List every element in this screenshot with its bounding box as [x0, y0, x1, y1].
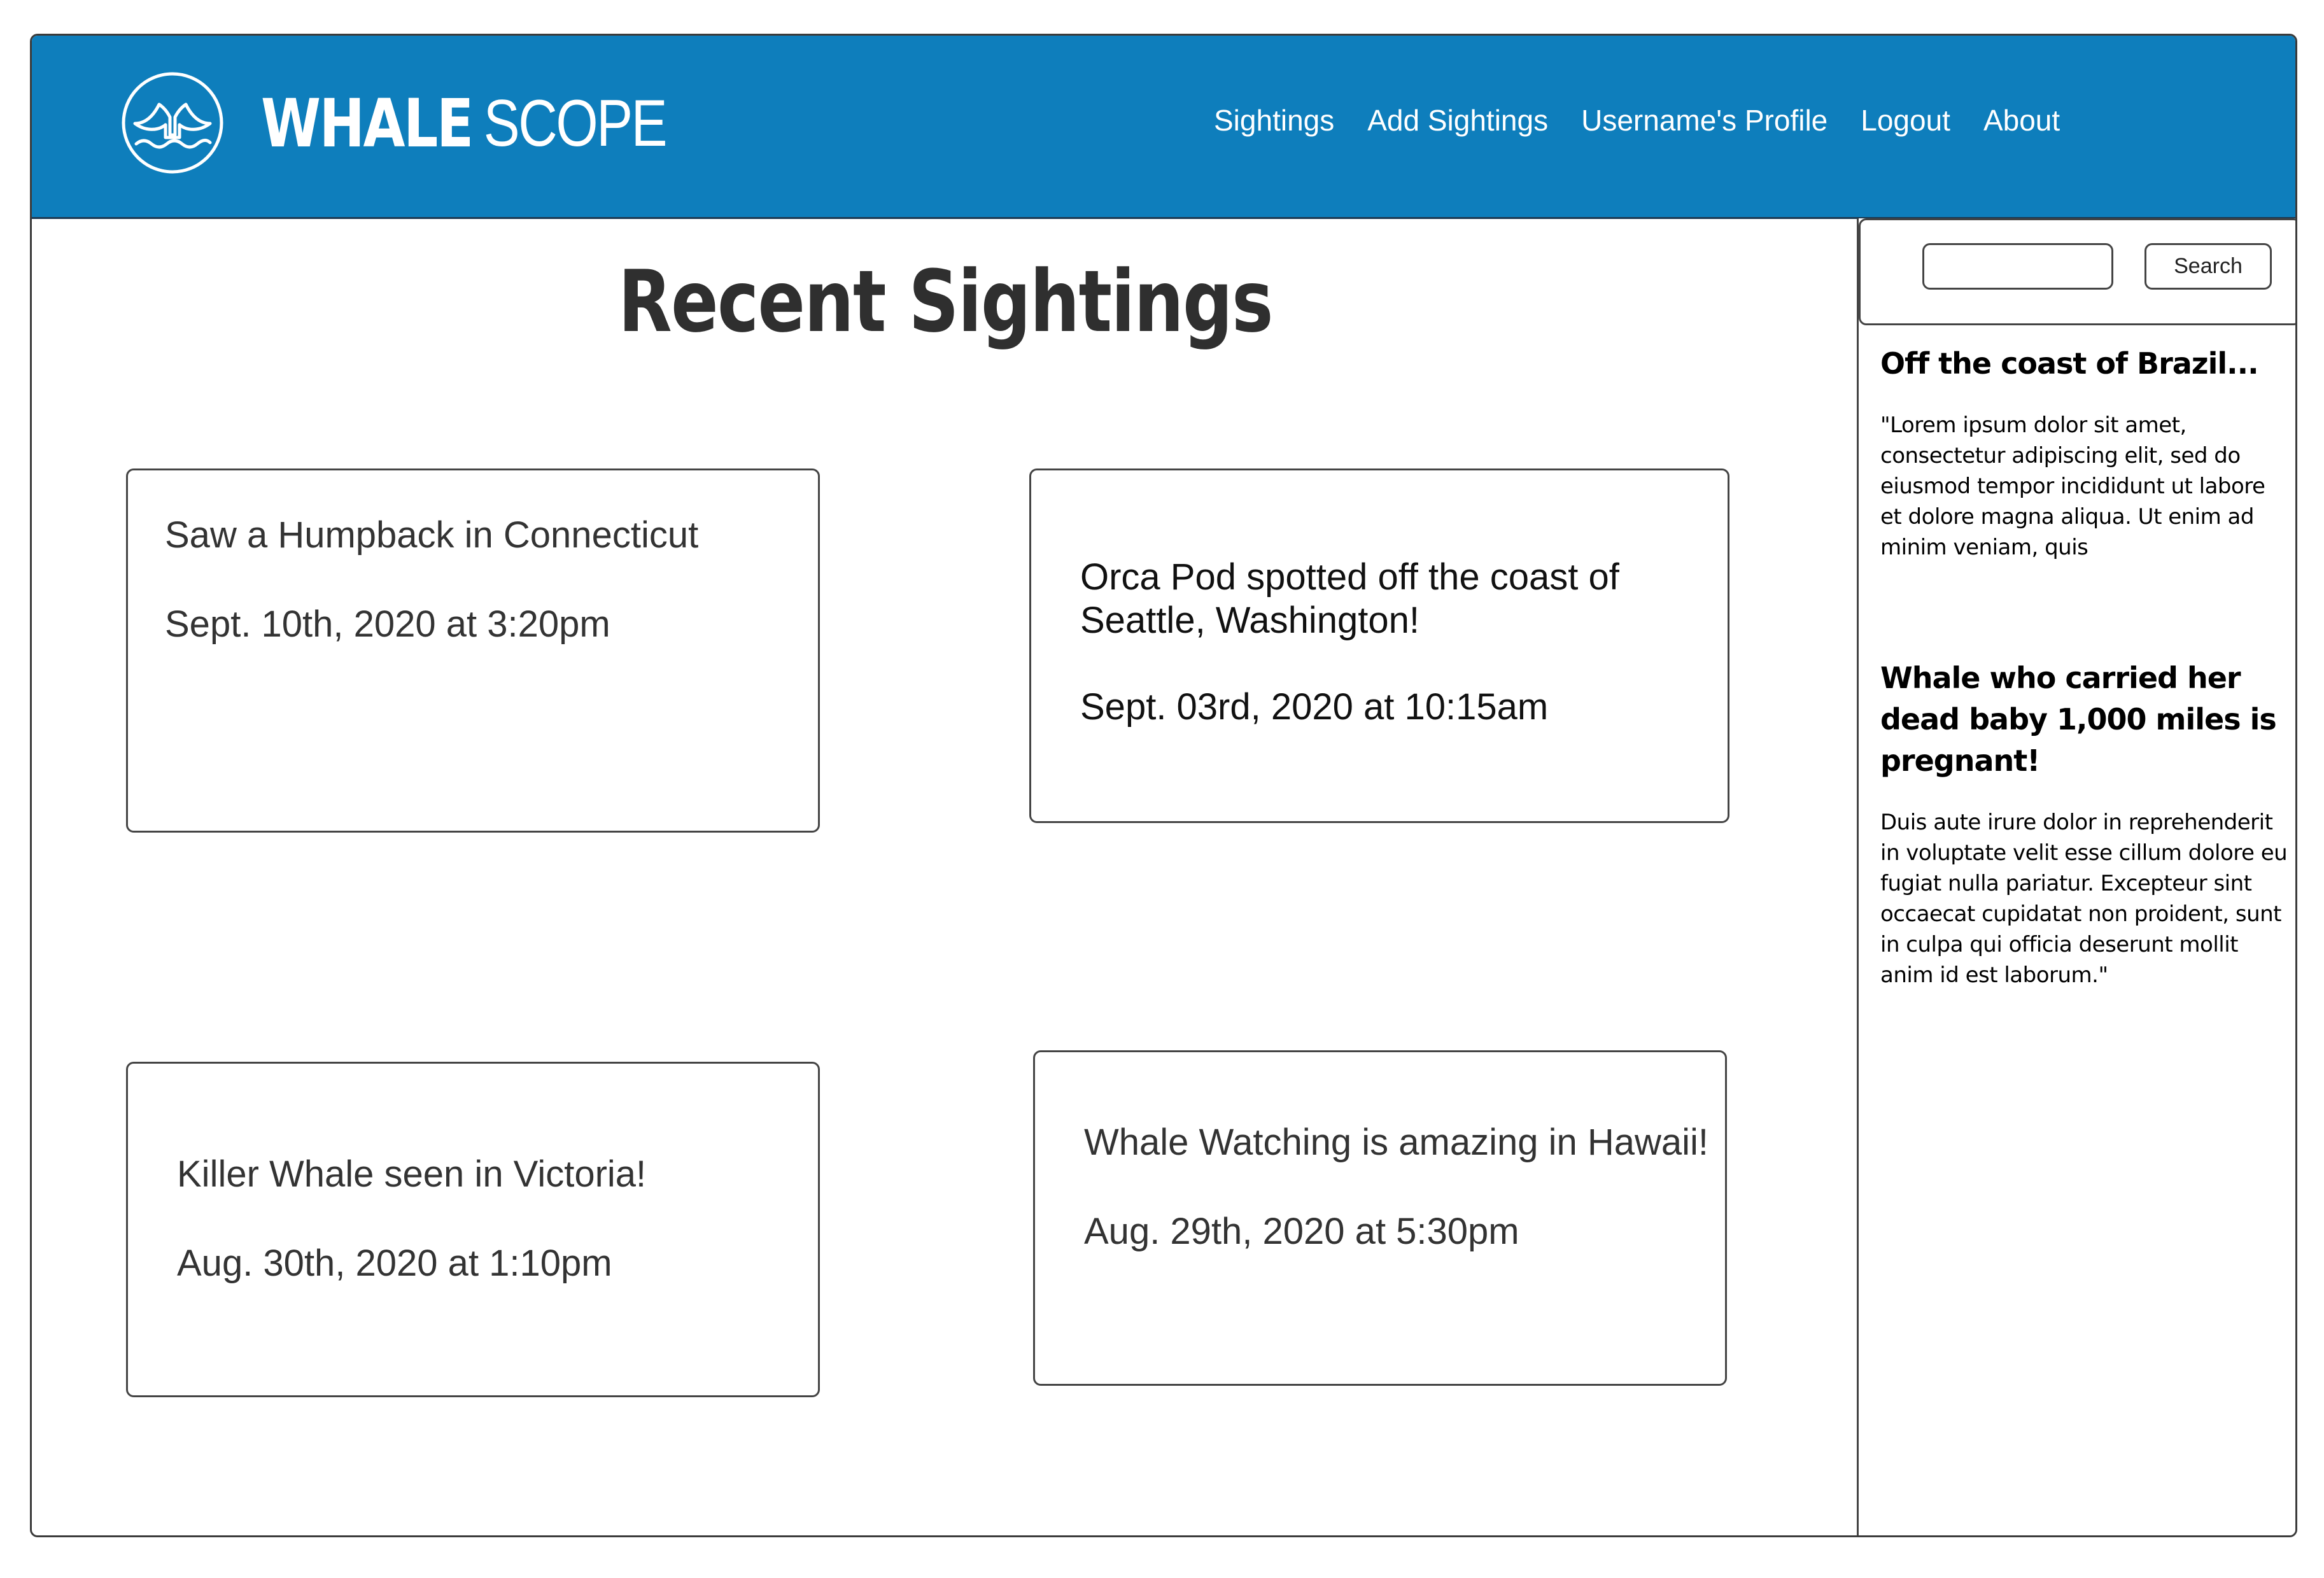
brand-name-bold: WHALE [261, 85, 472, 162]
sighting-title: Orca Pod spotted off the coast of Seattle, Washington! [1080, 556, 1619, 641]
nav-profile[interactable]: Username's Profile [1581, 104, 1828, 137]
sighting-date: Aug. 30th, 2020 at 1:10pm [177, 1242, 612, 1284]
sighting-date: Sept. 03rd, 2020 at 10:15am [1080, 686, 1549, 728]
sighting-date: Sept. 10th, 2020 at 3:20pm [165, 603, 610, 645]
sighting-card[interactable] [126, 1062, 820, 1397]
main-nav [1214, 103, 2060, 137]
sighting-title: Killer Whale seen in Victoria! [177, 1153, 647, 1195]
sighting-card[interactable] [126, 468, 820, 833]
nav-about[interactable]: About [1983, 104, 2060, 137]
search-input[interactable] [1922, 243, 2113, 290]
sighting-card[interactable] [1029, 468, 1729, 823]
search-box [1859, 218, 2297, 325]
sighting-card[interactable] [1033, 1050, 1727, 1386]
brand-name-light: SCOPE [483, 86, 666, 160]
sighting-title: Saw a Humpback in Connecticut [165, 514, 699, 556]
nav-add-sightings[interactable]: Add Sightings [1367, 104, 1549, 137]
news-article-body: "Lorem ipsum dolor sit amet, consectetur adipiscing elit, sed do eiusmod tempor incididunt ut labore et dolore magna aliqua. Ut enim ad minim veniam, quis [1880, 412, 2265, 560]
whale-tail-icon[interactable] [121, 71, 224, 174]
news-article-body: Duis aute irure dolor in reprehenderit in voluptate velit esse cillum dolore eu fugiat nulla pariatur. Excepteur sint occaecat cupidatat non proident, sunt in culpa qui officia deserunt mollit anim id est laborum." [1880, 810, 2288, 988]
sighting-date: Aug. 29th, 2020 at 5:30pm [1084, 1210, 1519, 1252]
brand-name[interactable] [261, 85, 666, 162]
news-article [1880, 658, 2288, 990]
page-title: Recent Sightings [618, 252, 1272, 351]
search-button[interactable]: Search [2144, 243, 2272, 290]
sighting-title: Whale Watching is amazing in Hawaii! [1084, 1122, 1709, 1163]
news-article-title[interactable]: Off the coast of Brazil... [1880, 346, 2258, 381]
news-article-title[interactable]: Whale who carried her dead baby 1,000 miles is pregnant! [1880, 661, 2276, 778]
header [32, 36, 2295, 219]
nav-sightings[interactable]: Sightings [1214, 104, 1335, 137]
page-frame [30, 34, 2297, 1537]
news-article [1880, 343, 2288, 563]
sidebar [1857, 218, 2297, 1537]
nav-logout[interactable]: Logout [1861, 104, 1950, 137]
